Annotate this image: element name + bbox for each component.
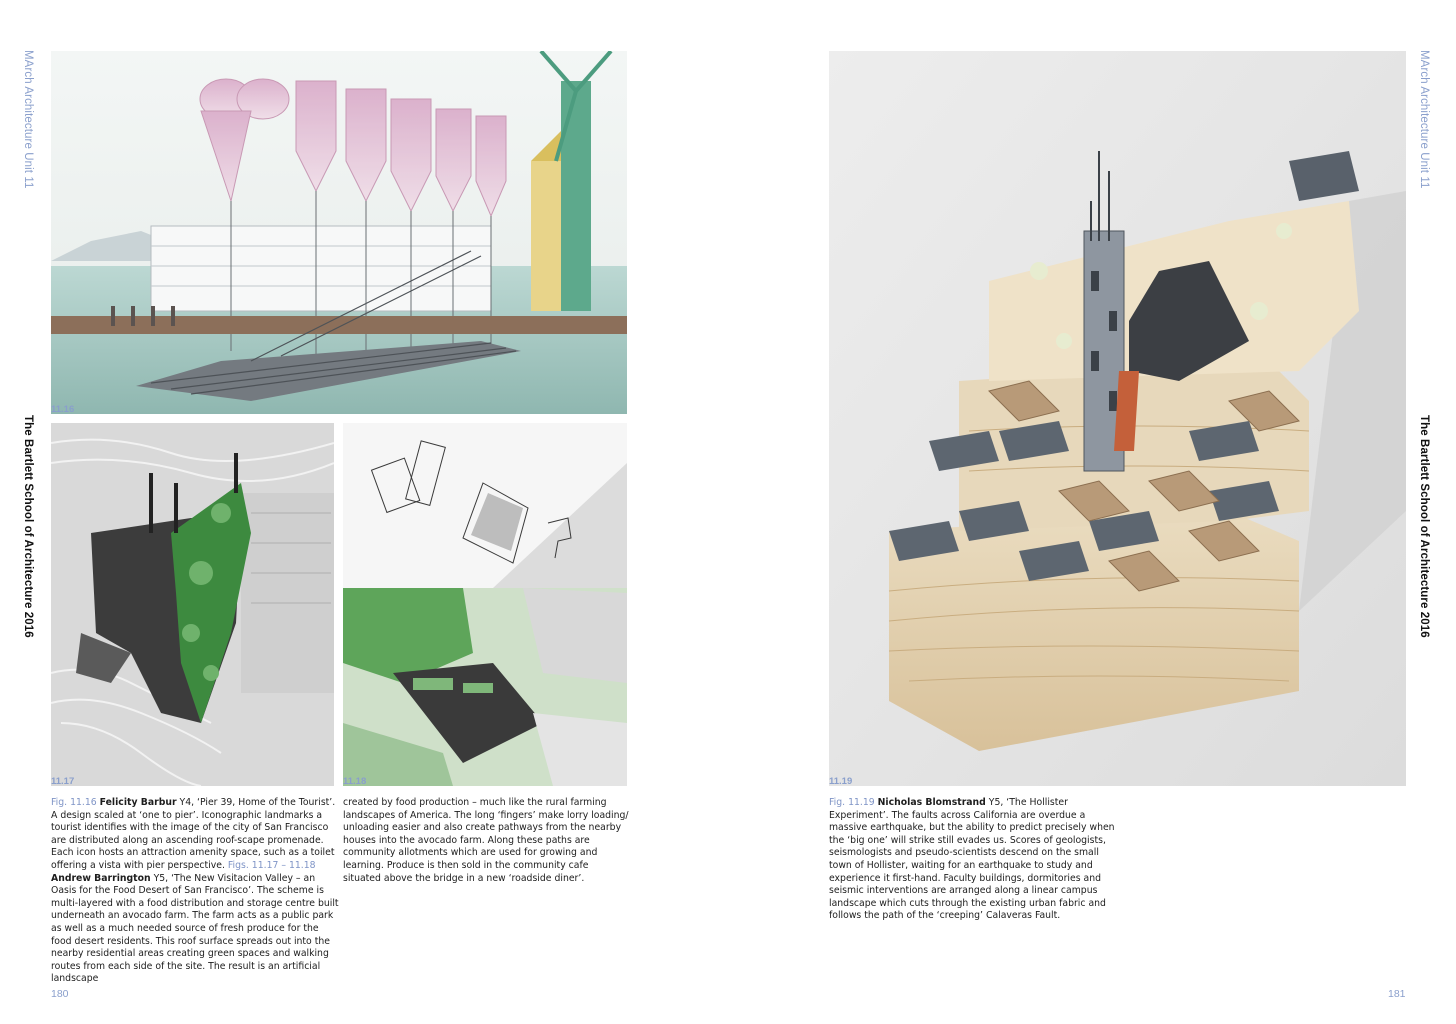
caption-11-19 [829, 797, 1119, 923]
figure-label-11-19: 11.19 [829, 776, 853, 787]
figure-11-17-site-plan [51, 423, 334, 786]
figure-label-11-16: 11.16 [51, 404, 75, 415]
figure-label-11-18: 11.18 [343, 776, 367, 787]
caption-name-barrington: Andrew Barrington [51, 872, 151, 884]
running-head-left: MArch Architecture Unit 11 [22, 50, 34, 189]
caption-ref-11-16: Fig. 11.16 [51, 797, 97, 808]
running-title-right: The Bartlett School of Architecture 2016 [1418, 415, 1430, 638]
caption-name-barbur: Felicity Barbur [99, 797, 177, 808]
caption-column-1 [51, 797, 339, 986]
caption-ref-11-19: Fig. 11.19 [829, 797, 875, 808]
caption-text-11-16: Y4, ‘Pier 39, Home of the Tourist’. A design scaled at ‘one to pier’. Iconographic landmarks a tourist identifies with the image of the city of San Francisco are distributed along an ascending roof-scape promenade. Each icon hosts an attraction amenity space, such as a toilet offering a vista with pier perspective. [51, 797, 336, 871]
caption-name-blomstrand: Nicholas Blomstrand [877, 797, 986, 808]
caption-ref-11-17-18: Figs. 11.17 – 11.18 [227, 859, 316, 871]
figure-11-16-pier-render [51, 51, 627, 414]
running-head-right: MArch Architecture Unit 11 [1418, 50, 1430, 189]
figure-label-11-17: 11.17 [51, 776, 75, 787]
caption-text-11-17: Y5, ‘The New Visitacion Valley – an Oasis for the Food Desert of San Francisco’. The scheme is multi-layered with a food distribution and storage centre built underneath an avocado farm. The farm acts as a public park as well as a much needed source of fresh produce for the food desert residents. This roof surface spreads out into the nearby residential areas creating green spaces and walking routes from each side of the site. The result is an artificial landscape [51, 872, 339, 985]
figure-11-18-drawings [343, 423, 627, 786]
page-number-left: 180 [51, 988, 69, 1000]
caption-text-11-19: Y5, ‘The Hollister Experiment’. The faults across California are overdue a massive earthquake, but the ability to predict precisely when the ‘big one’ will strike still evades us. Scores of geologists, seismologists and pseudo-scientists descend on the small town of Hollister, waiting for an earthquake to study and experience it first-hand. Faculty buildings, dormitories and seismic interventions are arranged along a linear campus landscape which cuts through the existing urban fabric and follows the path of the ‘creeping’ Calaveras Fault. [829, 797, 1115, 922]
figure-11-19-model-photo [829, 51, 1406, 786]
running-title-left: The Bartlett School of Architecture 2016 [22, 415, 34, 638]
caption-column-2: created by food production – much like the rural farming landscapes of America. The long ‘fingers’ make lorry loading/ unloading easier and also create pathways from the nearby houses into the avocado farm. Along these paths are community allotments which are used for growing and learning. Produce is then sold in the community cafe situated above the bridge in a new ‘roadside diner’. [343, 797, 629, 884]
page-number-right: 181 [1388, 988, 1406, 1000]
